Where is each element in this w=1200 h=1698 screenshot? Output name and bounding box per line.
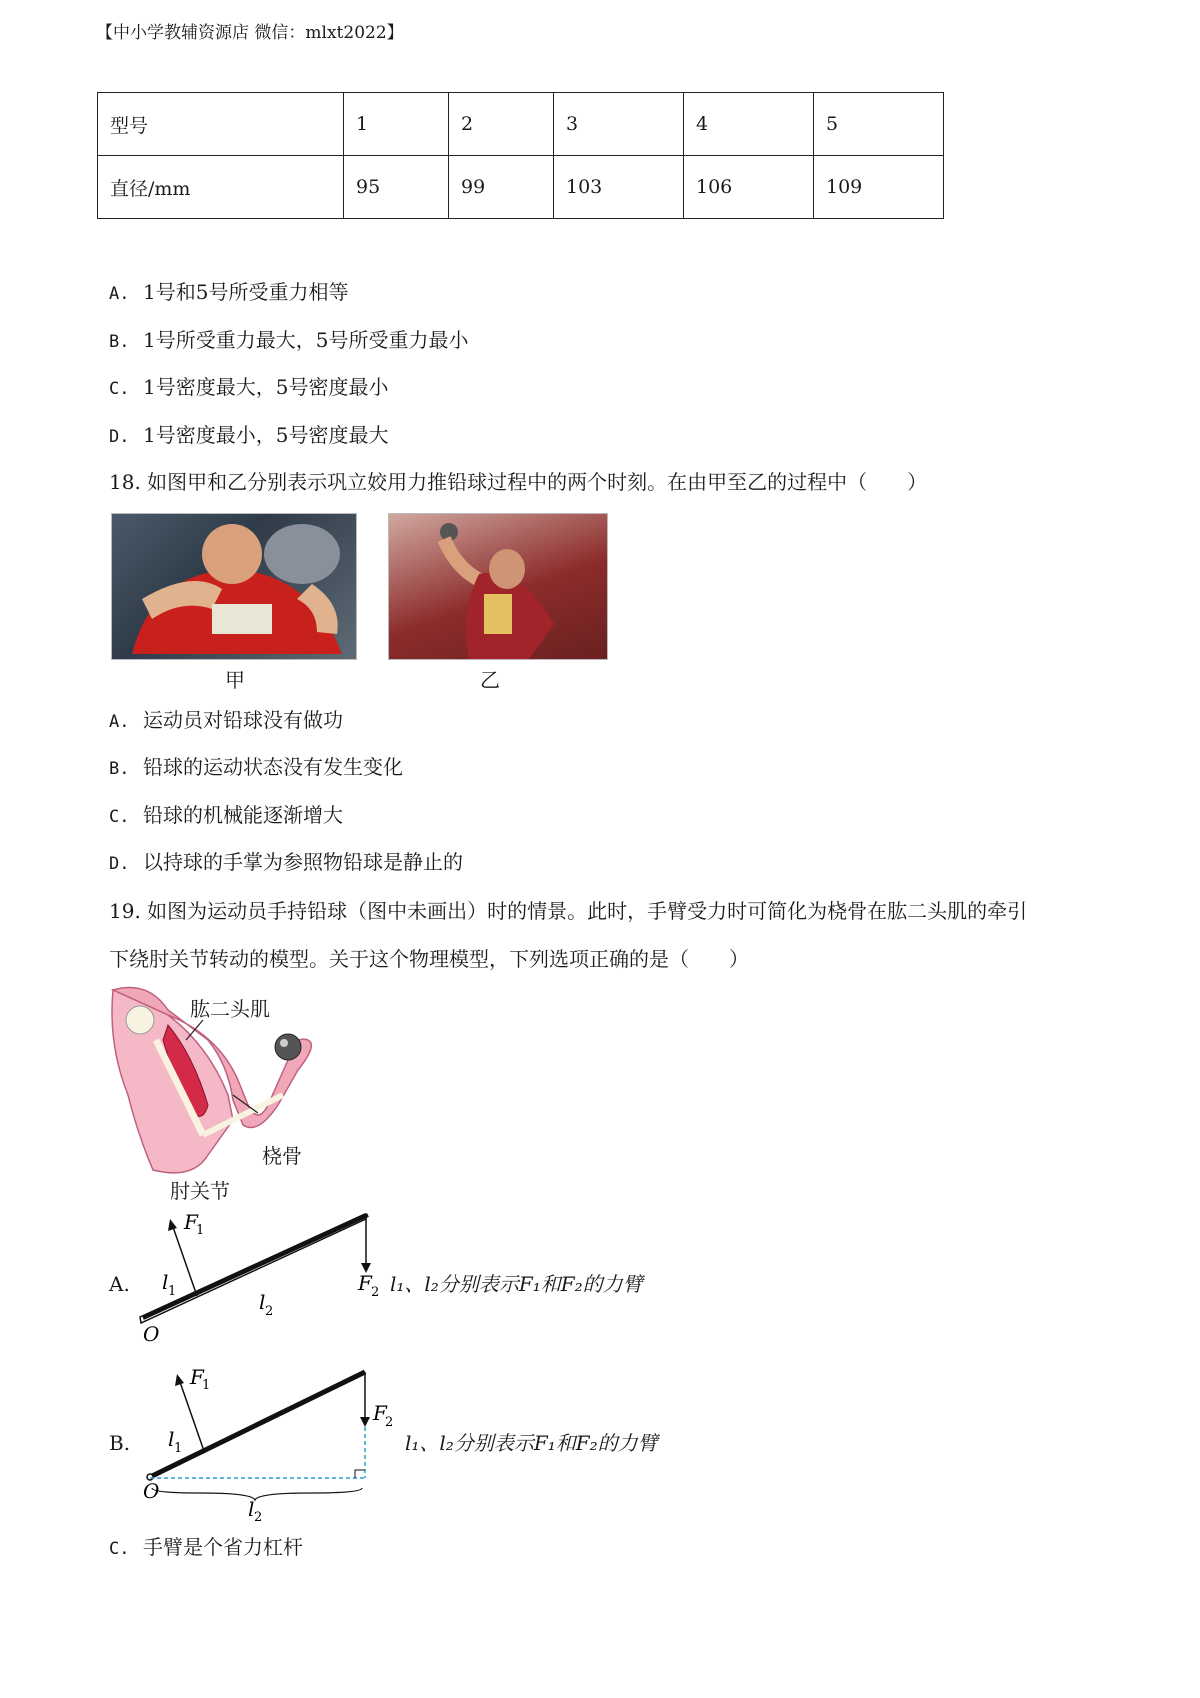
label-f2-sub: 2 bbox=[371, 1285, 380, 1300]
label-radius: 桡骨 bbox=[262, 1144, 302, 1168]
q18-option-a[interactable]: A. 运动员对铅球没有做功 bbox=[109, 708, 343, 732]
table-cell: 1 bbox=[344, 93, 449, 156]
athlete-image-b bbox=[389, 514, 607, 659]
q18-option-c[interactable]: C. 铅球的机械能逐渐增大 bbox=[109, 803, 343, 827]
label-f2: F bbox=[358, 1271, 372, 1295]
q19-option-b-letter[interactable]: B. bbox=[109, 1431, 131, 1455]
label-l1-sub: 1 bbox=[174, 1441, 183, 1456]
label-f1: F bbox=[190, 1365, 204, 1389]
label-f2: F bbox=[373, 1401, 387, 1425]
label-f1-sub: 1 bbox=[202, 1378, 211, 1393]
q19-stem-line2: 下绕肘关节转动的模型。关于这个物理模型，下列选项正确的是（ ） bbox=[109, 947, 749, 971]
table-cell: 106 bbox=[684, 156, 814, 219]
q19-option-a-note: l₁、l₂分别表示F₁和F₂的力臂 bbox=[390, 1272, 643, 1296]
athlete-image-a bbox=[112, 514, 356, 659]
q17-option-a[interactable]: A. 1号和5号所受重力相等 bbox=[109, 280, 349, 304]
lever-diagram-b bbox=[140, 1360, 394, 1525]
table-header-cell: 型号 bbox=[98, 93, 344, 156]
caption-yi: 乙 bbox=[480, 668, 500, 692]
page-header: 【中小学教辅资源店 微信：mlxt2022】 bbox=[96, 23, 404, 43]
ball-spec-table bbox=[97, 92, 944, 219]
table-cell: 95 bbox=[344, 156, 449, 219]
table-cell: 99 bbox=[449, 156, 554, 219]
q17-option-d[interactable]: D. 1号密度最小，5号密度最大 bbox=[109, 423, 389, 447]
table-header-cell: 直径/mm bbox=[98, 156, 344, 219]
label-o: O bbox=[143, 1322, 160, 1346]
shot-put-photo-b bbox=[388, 513, 608, 660]
table-row bbox=[98, 93, 944, 156]
q19-option-b-note: l₁、l₂分别表示F₁和F₂的力臂 bbox=[405, 1431, 658, 1455]
shot-put-photo-a bbox=[111, 513, 357, 660]
label-l1: l bbox=[168, 1427, 175, 1451]
label-l1: l bbox=[162, 1270, 169, 1294]
q18-stem: 18. 如图甲和乙分别表示巩立姣用力推铅球过程中的两个时刻。在由甲至乙的过程中（ ） bbox=[109, 470, 928, 494]
table-cell: 5 bbox=[814, 93, 944, 156]
q18-option-d[interactable]: D. 以持球的手掌为参照物铅球是静止的 bbox=[109, 850, 463, 874]
caption-jia: 甲 bbox=[225, 668, 245, 692]
table-cell: 2 bbox=[449, 93, 554, 156]
q17-option-c[interactable]: C. 1号密度最大，5号密度最小 bbox=[109, 375, 389, 399]
label-f2-sub: 2 bbox=[385, 1415, 394, 1430]
table-cell: 103 bbox=[554, 156, 684, 219]
label-elbow: 肘关节 bbox=[170, 1179, 230, 1203]
table-cell: 3 bbox=[554, 93, 684, 156]
label-f1: F bbox=[184, 1210, 198, 1234]
table-row bbox=[98, 156, 944, 219]
q17-option-b[interactable]: B. 1号所受重力最大，5号所受重力最小 bbox=[109, 328, 469, 352]
label-o: O bbox=[143, 1479, 160, 1503]
label-l2-sub: 2 bbox=[265, 1304, 274, 1319]
table-cell: 4 bbox=[684, 93, 814, 156]
label-f1-sub: 1 bbox=[196, 1223, 205, 1238]
label-biceps: 肱二头肌 bbox=[190, 997, 270, 1021]
q19-option-c[interactable]: C. 手臂是个省力杠杆 bbox=[109, 1535, 303, 1559]
q18-option-b[interactable]: B. 铅球的运动状态没有发生变化 bbox=[109, 755, 403, 779]
label-l1-sub: 1 bbox=[168, 1284, 177, 1299]
table-cell: 109 bbox=[814, 156, 944, 219]
q19-stem-line1: 19. 如图为运动员手持铅球（图中未画出）时的情景。此时，手臂受力时可简化为桡骨在肱二头肌的牵引 bbox=[109, 899, 1028, 923]
label-l2: l bbox=[248, 1497, 255, 1521]
label-l2-sub: 2 bbox=[254, 1510, 263, 1525]
lever-diagram-a bbox=[140, 1205, 390, 1345]
q19-option-a-letter[interactable]: A. bbox=[109, 1272, 130, 1296]
label-l2: l bbox=[259, 1290, 266, 1314]
